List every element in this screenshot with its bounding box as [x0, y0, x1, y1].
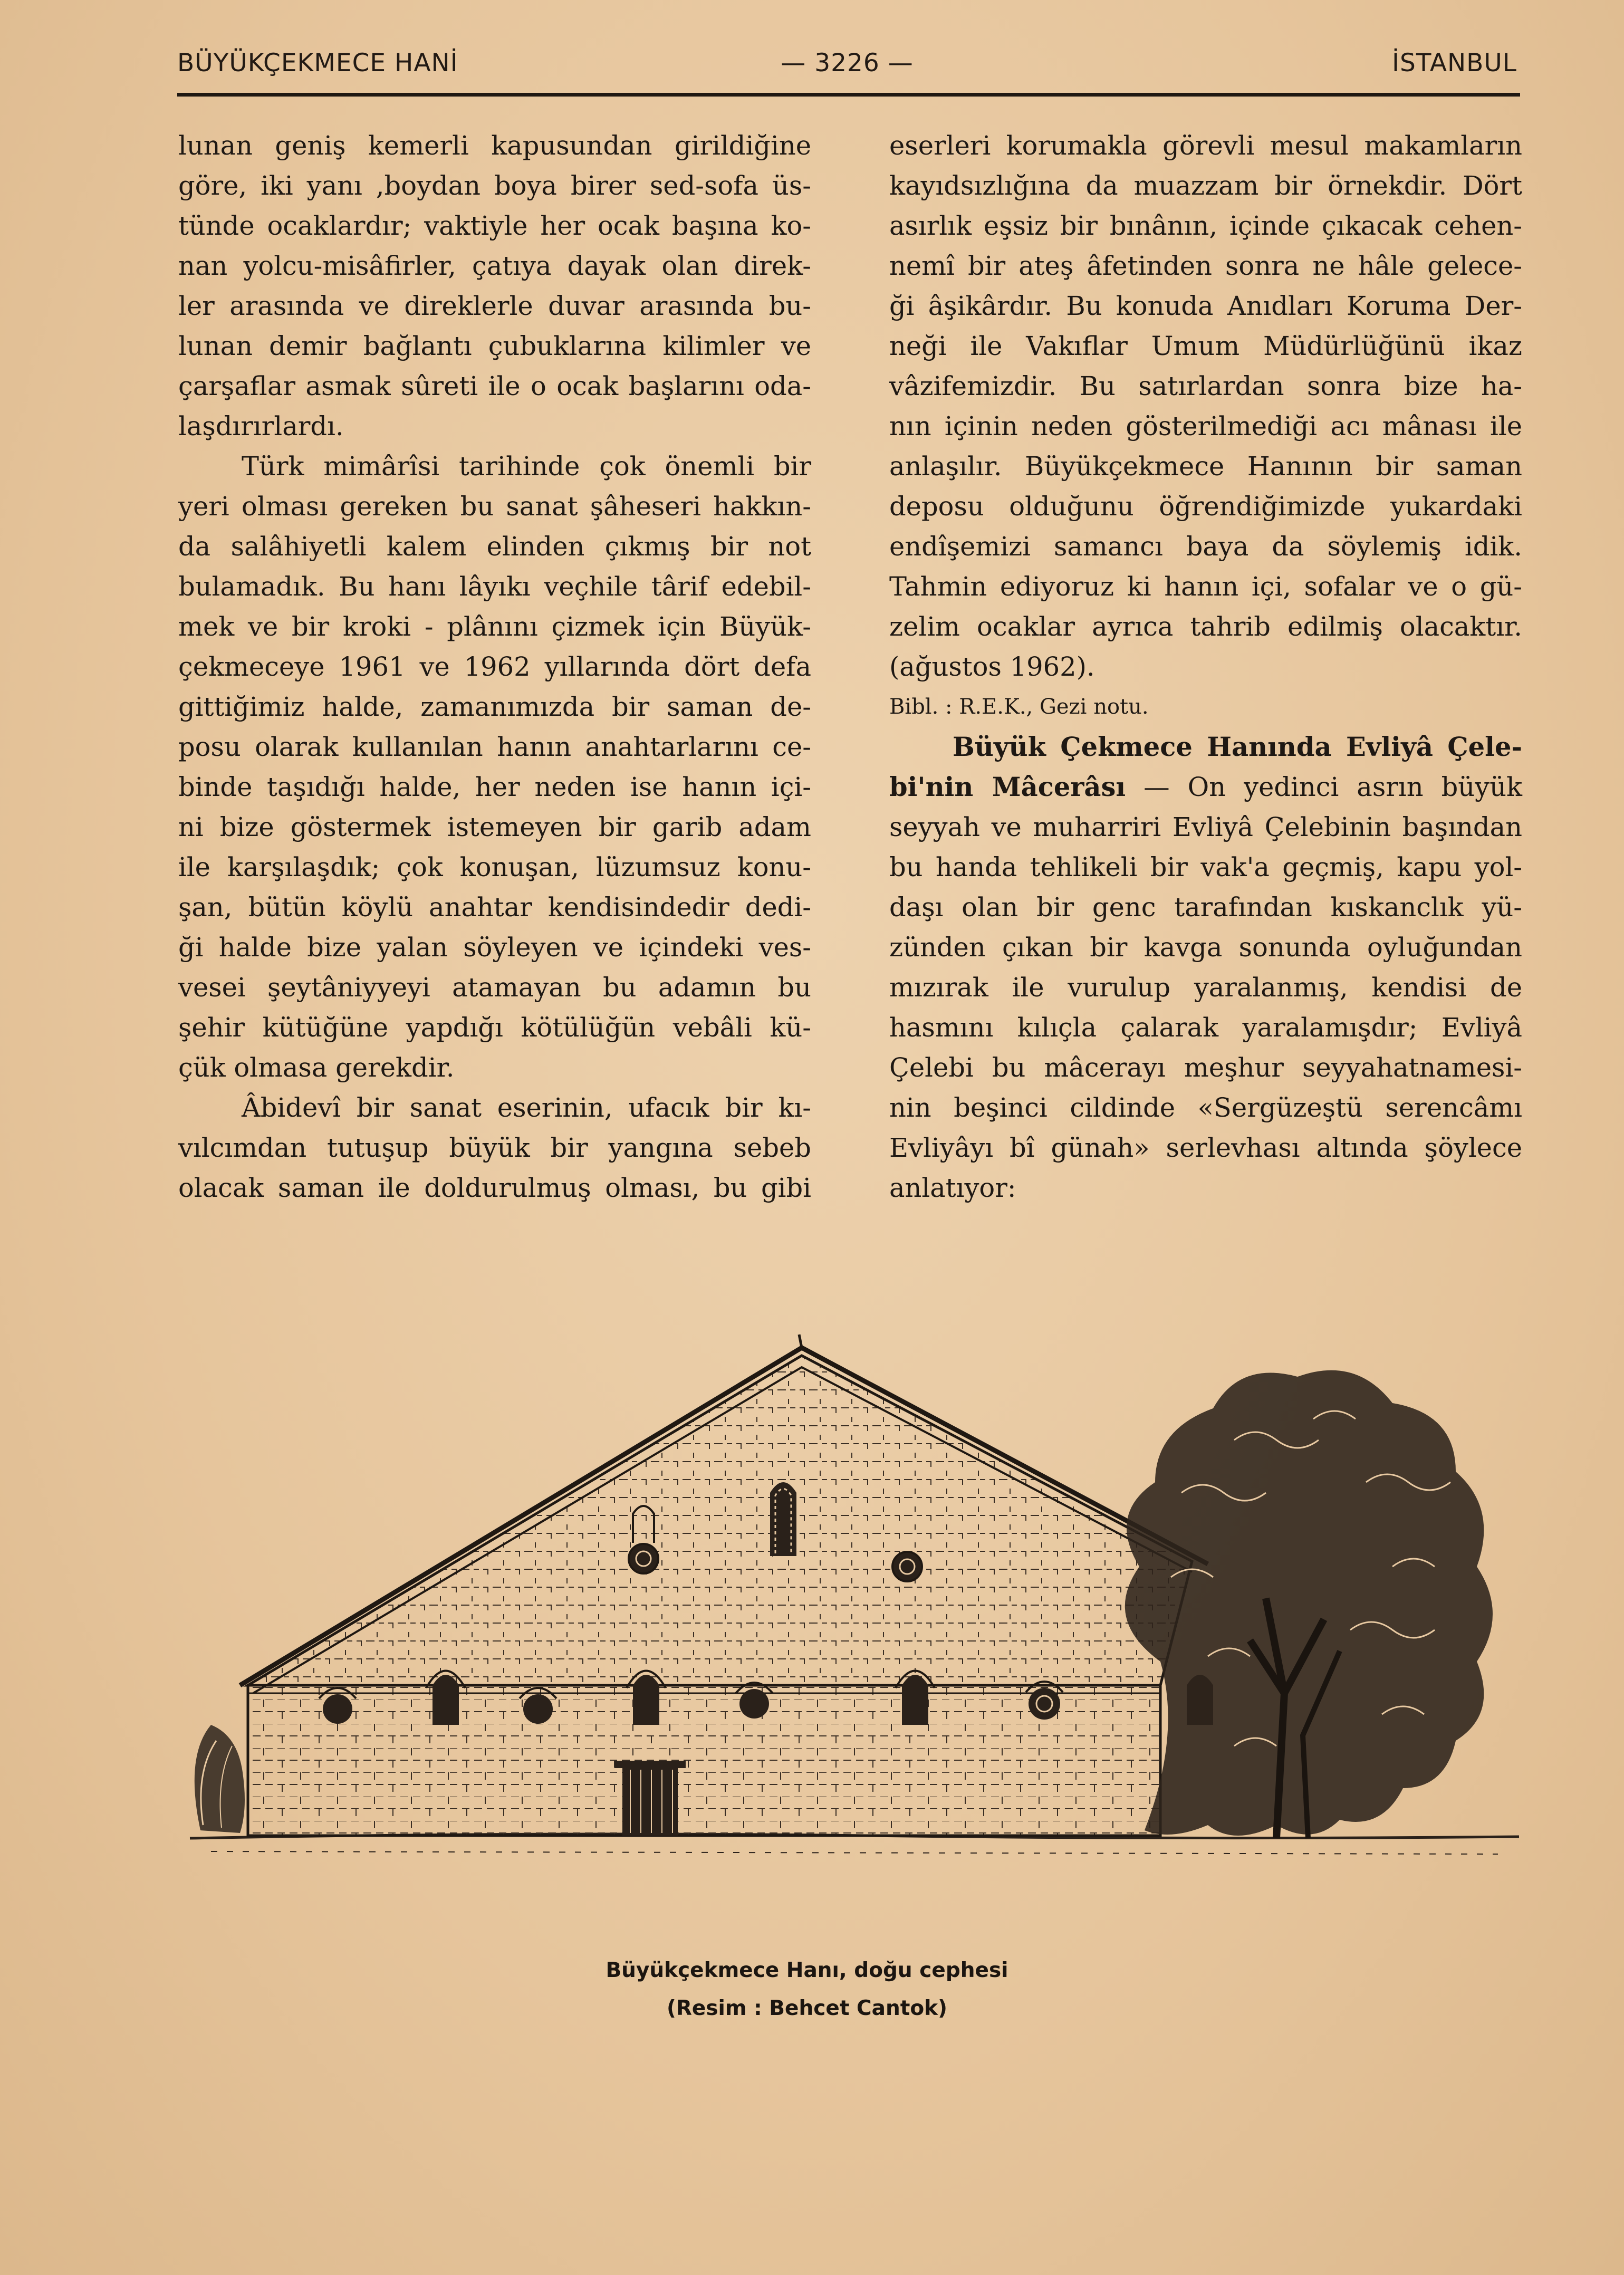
text-line: nan yolcu-misâfirler, çatıya dayak olan direk- — [178, 251, 811, 281]
bibliography-note — [889, 687, 1522, 727]
han-facade — [240, 1335, 1213, 1836]
text-line: ği halde bize yalan söyleyen ve içindeki ves- — [178, 932, 811, 963]
text-line: anlaşılır. Büyükçekmece Hanının bir saman — [889, 451, 1522, 482]
text-line: çarşaflar asmak sûreti ile o ocak başlarını oda- — [178, 371, 811, 401]
text-line: şan, bütün köylü anahtar kendisindedir dedi- — [178, 892, 811, 923]
building-illustration — [179, 1166, 1530, 1925]
text-line: bulamadık. Bu hanı lâyıkı veçhile târif edebil- — [178, 571, 811, 602]
text-line: bu handa tehlikeli bir vak'a geçmiş, kapu yol- — [889, 852, 1522, 882]
bush-left — [195, 1725, 245, 1833]
gable-oculus — [892, 1552, 922, 1581]
text-line: zünden çıkan bir kavga sonunda oyluğundan — [889, 932, 1522, 963]
gable-oculus — [629, 1544, 658, 1573]
text-line: (ağustos 1962). — [889, 651, 1095, 682]
bibl-text: Bibl. : R.E.K., Gezi notu. — [889, 695, 1149, 719]
text-line: nın içinin neden gösterilmediği acı mânası ile — [889, 411, 1522, 441]
text-line: eserleri korumakla görevli mesul makamların — [889, 130, 1522, 161]
text-line: posu olarak kullanılan hanın anahtarlarını ce- — [178, 732, 811, 762]
text-line: ler arasında ve direklerle duvar arasında bu- — [178, 291, 811, 321]
page-number: — 3226 — — [781, 49, 914, 78]
text-line: yeri olması gereken bu sanat şâheseri hakkın- — [178, 491, 811, 522]
text-line: seyyah ve muharriri Evliyâ Çelebinin başından — [889, 812, 1522, 842]
header-rule — [177, 93, 1520, 97]
header-entry-title: BÜYÜKÇEKMECE HANİ — [177, 49, 458, 78]
text-line: hasmını kılıçla çalarak yaralamışdır; Evliyâ — [889, 1012, 1522, 1043]
text-line: ği âşikârdır. Bu konuda Anıdları Koruma Der- — [889, 291, 1522, 321]
text-line: nin beşinci cildinde «Sergüzeştü serencâmı — [889, 1092, 1522, 1123]
running-header — [177, 49, 1517, 85]
text-line: Evliyâyı bî günah» serlevhası altında şöylece — [889, 1132, 1522, 1163]
text-line: vılcımdan tutuşup büyük bir yangına sebeb — [178, 1132, 811, 1163]
door — [614, 1761, 686, 1836]
tree — [1125, 1370, 1493, 1838]
text-line: lunan geniş kemerli kapusundan girildiğine — [178, 130, 811, 161]
header-section: İSTANBUL — [1392, 49, 1517, 78]
text-line: ni bize göstermek istemeyen bir garib adam — [178, 812, 811, 842]
paragraph — [889, 126, 1522, 687]
section-heading-a: Büyük Çekmece Hanında Evliyâ Çele- — [953, 732, 1522, 762]
text-line: nemî bir ateş âfetinden sonra ne hâle gelece- — [889, 251, 1522, 281]
text-line: tünde ocaklardır; vaktiyle her ocak başına ko- — [178, 210, 811, 241]
paragraph-lines — [889, 807, 1522, 1208]
text-line: lunan demir bağlantı çubuklarına kilimler ve — [178, 331, 811, 361]
text-line: şehir kütüğüne yapdığı kötülüğün vebâli kü- — [178, 1012, 811, 1043]
text-line: deposu olduğunu öğrendiğimizde yukardaki — [889, 491, 1522, 522]
text-line: çekmeceye 1961 ve 1962 yıllarında dört defa — [178, 651, 811, 682]
figure-caption — [527, 1952, 1087, 2028]
text-line: zelim ocaklar ayrıca tahrib edilmiş olacaktır. — [889, 611, 1522, 642]
text-line: kayıdsızlığına da muazzam bir örnekdir. Dört — [889, 170, 1522, 201]
text-line: vâzifemizdir. Bu satırlardan sonra bize ha- — [889, 371, 1522, 401]
text-line: endîşemizi samancı baya da söylemiş idik. — [889, 531, 1522, 562]
text-line: daşı olan bir genc tarafından kıskanclık yü- — [889, 892, 1522, 923]
text-line: ile karşılaşdık; çok konuşan, lüzumsuz konu- — [178, 852, 811, 882]
text-line: gittiğimiz halde, zamanımızda bir saman de- — [178, 692, 811, 722]
text-line: göre, iki yanı ,boydan boya birer sed-sofa üs- — [178, 170, 811, 201]
right-column — [889, 126, 1522, 1208]
paragraph — [178, 446, 811, 1088]
gable-window — [770, 1482, 796, 1556]
text-line: olacak saman ile doldurulmuş olması, bu gibi — [178, 1173, 811, 1203]
paragraph-evliya — [889, 727, 1522, 1208]
text-line: Âbidevî bir sanat eserinin, ufacık bir kı- — [242, 1092, 811, 1123]
left-column — [178, 126, 811, 1208]
text-line: mızırak ile vurulup yaralanmış, kendisi de — [889, 972, 1522, 1003]
text-line: çük olmasa gerekdir. — [178, 1052, 455, 1083]
text-line: Tahmin ediyoruz ki hanın içi, sofalar ve o gü- — [889, 571, 1522, 602]
section-heading-b: bi'nin Mâcerâsı — [889, 772, 1126, 802]
section-heading-rest: — On yedinci asrın büyük — [1143, 772, 1522, 802]
text-line: vesei şeytâniyyeyi atamayan bu adamın bu — [178, 972, 811, 1003]
section-heading-line — [889, 767, 1522, 807]
section-heading-line — [889, 727, 1522, 767]
paragraph — [178, 126, 811, 446]
text-line: mek ve bir kroki - plânını çizmek için Büyük- — [178, 611, 811, 642]
text-line: da salâhiyetli kalem elinden çıkmış bir not — [178, 531, 811, 562]
text-line: Çelebi bu mâcerayı meşhur seyyahatnamesi- — [889, 1052, 1522, 1083]
text-line: neği ile Vakıflar Umum Müdürlüğünü ikaz — [889, 331, 1522, 361]
caption-title: Büyükçekmece Hanı, doğu cephesi — [606, 1959, 1008, 1982]
caption-credit: (Resim : Behcet Cantok) — [667, 1996, 947, 2020]
text-line: binde taşıdığı halde, her neden ise hanın içi- — [178, 772, 811, 802]
text-line: laşdırırlardı. — [178, 411, 344, 441]
text-line: asırlık eşsiz bir bınânın, içinde çıkacak cehen- — [889, 210, 1522, 241]
text-line: Türk mimârîsi tarihinde çok önemli bir — [242, 451, 811, 482]
text-line: anlatıyor: — [889, 1173, 1016, 1203]
